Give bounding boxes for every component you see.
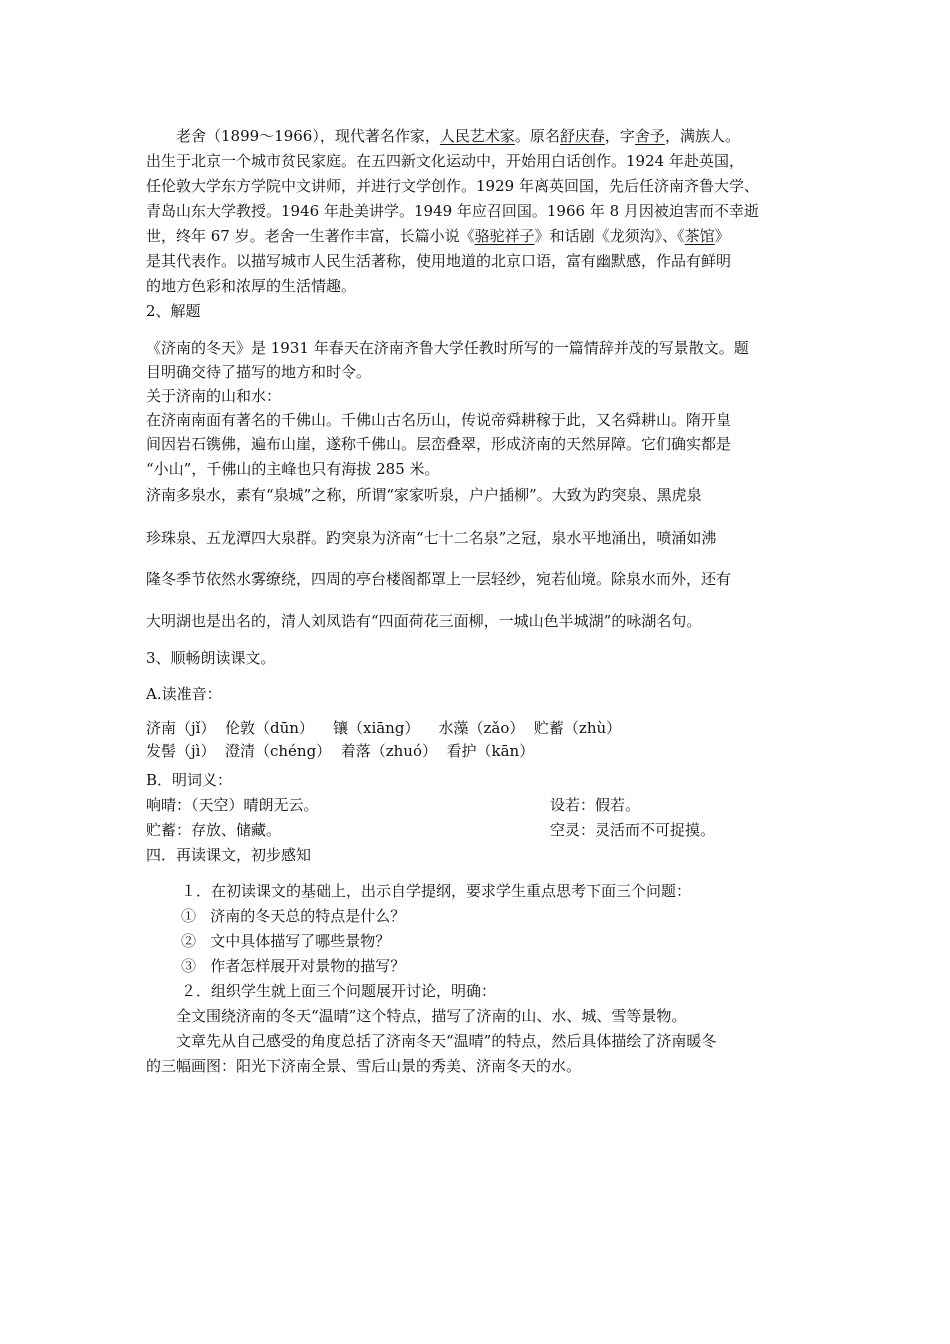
underlined-term: 骆驼祥子 (474, 227, 535, 245)
bio-text: 》 (714, 227, 730, 245)
bio-text: ，字 (604, 127, 635, 145)
bio-line-6: 是其代表作。以描写城市人民生活著称，使用地道的北京口语，富有幽默感，作品有鲜明 (146, 252, 732, 270)
bio-text: ，满族人。 (664, 127, 740, 145)
definition-term: 响晴：（天空）晴朗无云。 (146, 796, 319, 814)
bio-line-2: 出生于北京一个城市贫民家庭。在五四新文化运动中，开始用白话创作。1924 年赴英国， (146, 152, 744, 170)
section-4-item-1: １．在初读课文的基础上，出示自学提纲，要求学生重点思考下面三个问题： (181, 882, 692, 900)
underlined-term: 舍予 (634, 127, 665, 145)
bio-line-3: 任伦敦大学东方学院中文讲师，并进行文学创作。1929 年离英回国，先后任济南齐鲁大学、 (146, 177, 759, 195)
section-4-heading: 四．再读课文，初步感知 (146, 846, 312, 864)
question-3: ③ 作者怎样展开对景物的描写？ (181, 957, 406, 975)
section-2-line-4: 在济南南面有著名的千佛山。千佛山古名历山，传说帝舜耕稼于此，又名舜耕山。隋开皇 (146, 411, 732, 429)
bio-text: 老舍（1899～1966），现代著名作家， (176, 127, 440, 145)
bio-line-1 (176, 126, 740, 146)
bio-text: 世，终年 67 岁。老舍一生著作丰富，长篇小说《 (146, 227, 475, 245)
section-2-line-3: 关于济南的山和水： (146, 387, 282, 405)
section-4-paragraph-2-line-1: 文章先从自己感受的角度总括了济南冬天“温晴”的特点，然后具体描绘了济南暖冬 (176, 1032, 717, 1050)
bio-line-7: 的地方色彩和浓厚的生活情趣。 (146, 277, 357, 295)
section-2-line-1: 《济南的冬天》是 1931 年春天在济南齐鲁大学任教时所写的一篇情辞并茂的写景散文。题 (146, 339, 749, 357)
underlined-term: 茶馆 (684, 227, 715, 245)
pronunciation-line-2: 发髻（jì） 澄清（chéng） 着落（zhuó） 看护（kān） (146, 742, 535, 760)
section-2-line-8: 珍珠泉、五龙潭四大泉群。趵突泉为济南“七十二名泉”之冠，泉水平地涌出，喷涌如沸 (146, 529, 717, 547)
section-4-item-2: ２．组织学生就上面三个问题展开讨论，明确： (181, 982, 497, 1000)
pronunciation-line-1: 济南（jǐ） 伦敦（dūn） 镶（xiāng） 水藻（zǎo） 贮蓄（zhù） (146, 719, 622, 737)
question-2: ② 文中具体描写了哪些景物？ (181, 932, 391, 950)
section-3-heading: 3、顺畅朗读课文。 (146, 649, 276, 667)
section-2-line-9: 隆冬季节依然水雾缭绕，四周的亭台楼阁都罩上一层轻纱，宛若仙境。除泉水而外，还有 (146, 570, 732, 588)
section-4-paragraph-1: 全文围绕济南的冬天“温晴”这个特点，描写了济南的山、水、城、雪等景物。 (176, 1007, 687, 1025)
definition-label: B．明词义： (146, 771, 233, 789)
section-4-paragraph-2-line-2: 的三幅画图：阳光下济南全景、雪后山景的秀美、济南冬天的水。 (146, 1057, 582, 1075)
underlined-term: 舒庆春 (559, 127, 605, 145)
section-2-line-2: 目明确交待了描写的地方和时令。 (146, 363, 372, 381)
underlined-term: 人民艺术家 (439, 127, 515, 145)
bio-text: 。原名 (514, 127, 560, 145)
definition-row-1 (146, 795, 846, 815)
section-2-line-5: 间因岩石镌佛，遍布山崖，遂称千佛山。层峦叠翠，形成济南的天然屏障。它们确实都是 (146, 435, 732, 453)
section-2-line-7: 济南多泉水，素有“泉城”之称，所谓“家家听泉，户户插柳”。大致为趵突泉、黑虎泉 (146, 486, 702, 504)
section-2-line-6: “小山”，千佛山的主峰也只有海拔 285 米。 (146, 460, 440, 478)
section-2-heading: 2、解题 (146, 302, 201, 320)
section-2-line-10: 大明湖也是出名的，清人刘凤诰有“四面荷花三面柳，一城山色半城湖”的咏湖名句。 (146, 612, 702, 630)
bio-text: 》和话剧《龙须沟》、《 (534, 227, 685, 245)
question-1: ① 济南的冬天总的特点是什么？ (181, 907, 406, 925)
definition-term: 贮蓄：存放、储藏。 (146, 821, 282, 839)
definition-term: 空灵：灵活而不可捉摸。 (550, 821, 716, 839)
definition-row-2 (146, 820, 846, 840)
pronunciation-label: A.读准音： (146, 685, 222, 703)
definition-term: 设若：假若。 (550, 796, 641, 814)
bio-line-4: 青岛山东大学教授。1946 年赴美讲学。1949 年应召回国。1966 年 8 月因被迫害而不幸逝 (146, 202, 759, 220)
bio-line-5 (146, 226, 730, 246)
